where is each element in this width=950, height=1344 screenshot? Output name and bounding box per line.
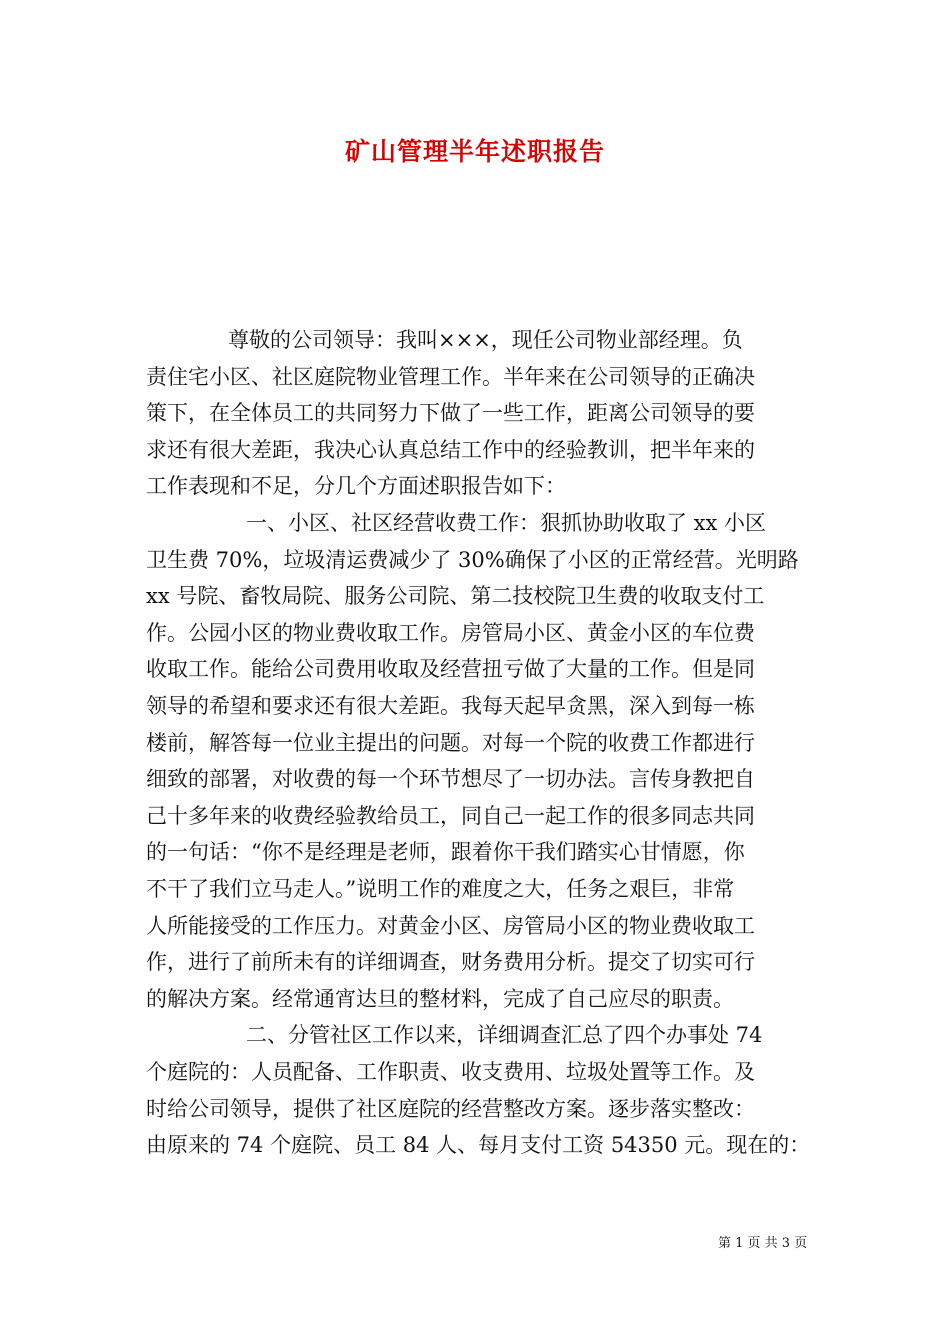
- body-text-line: 楼前，解答每一位业主提出的问题。对每一个院的收费工作都进行: [146, 730, 755, 755]
- body-text-line: 责住宅小区、社区庭院物业管理工作。半年来在公司领导的正确决: [146, 364, 755, 389]
- body-text-line: 己十多年来的收费经验教给员工，同自己一起工作的很多同志共同: [146, 803, 755, 828]
- body-text-line: 尊敬的公司领导：我叫×××，现任公司物业部经理。负: [228, 328, 743, 352]
- body-text-line: 作。公园小区的物业费收取工作。房管局小区、黄金小区的车位费: [146, 620, 755, 645]
- body-text-line: 人所能接受的工作压力。对黄金小区、房管局小区的物业费收取工: [146, 913, 755, 938]
- body-text-line: 不干了我们立马走人。”说明工作的难度之大，任务之艰巨，非常: [146, 877, 735, 901]
- body-text-line: 一、小区、社区经营收费工作：狠抓协助收取了 xx 小区: [246, 511, 767, 535]
- body-text-line: 由原来的 74 个庭院、员工 84 人、每月支付工资 54350 元。现在的：: [146, 1133, 811, 1158]
- body-text-line: 的一句话：“你不是经理是老师，跟着你干我们踏实心甘情愿，你: [146, 840, 745, 865]
- body-text-line: 领导的希望和要求还有很大差距。我每天起早贪黑，深入到每一栋: [146, 694, 755, 718]
- document-title: 矿山管理半年述职报告: [344, 137, 605, 166]
- body-text-line: 工作表现和不足，分几个方面述职报告如下：: [146, 474, 566, 499]
- body-text-line: 作，进行了前所未有的详细调查，财务费用分析。提交了切实可行: [146, 950, 755, 975]
- body-text-line: xx 号院、畜牧局院、服务公司院、第二技校院卫生费的收取支付工: [146, 584, 765, 609]
- body-text-line: 的解决方案。经常通宵达旦的整材料，完成了自己应尽的职责。: [146, 986, 734, 1011]
- body-text-line: 求还有很大差距，我决心认真总结工作中的经验教训，把半年来的: [146, 437, 755, 462]
- body-text-line: 策下，在全体员工的共同努力下做了一些工作，距离公司领导的要: [146, 401, 755, 426]
- body-text-line: 时给公司领导，提供了社区庭院的经营整改方案。逐步落实整改：: [146, 1096, 755, 1121]
- body-text-line: 二、分管社区工作以来，详细调查汇总了四个办事处 74: [246, 1023, 763, 1048]
- body-text-line: 细致的部署，对收费的每一个环节想尽了一切办法。言传身教把自: [146, 767, 755, 792]
- body-text-line: 卫生费 70%，垃圾清运费减少了 30%确保了小区的正常经营。光明路: [146, 547, 799, 572]
- body-text-line: 收取工作。能给公司费用收取及经营扭亏做了大量的工作。但是同: [146, 657, 755, 682]
- page-number: 第 1 页 共 3 页: [718, 1236, 808, 1251]
- body-text-line: 个庭院的：人员配备、工作职责、收支费用、垃圾处置等工作。及: [146, 1060, 755, 1084]
